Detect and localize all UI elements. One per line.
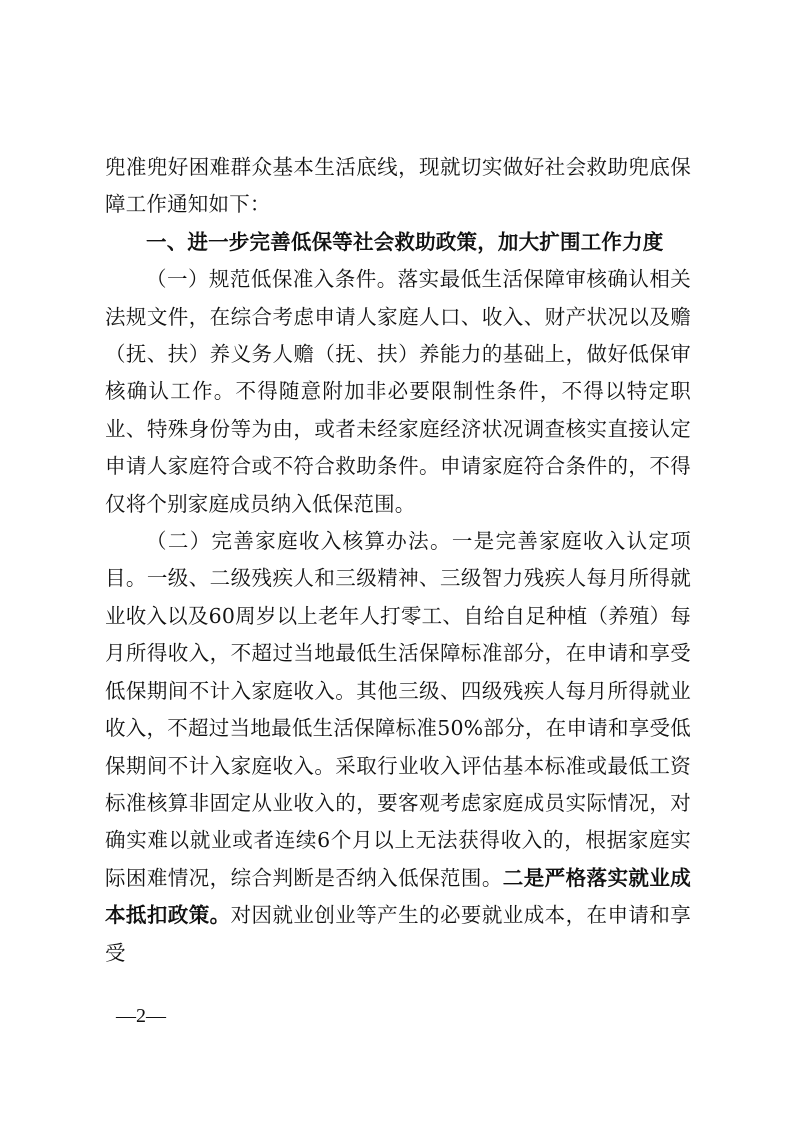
page-number: —2— (116, 1005, 166, 1027)
document-body (105, 149, 691, 972)
paragraph-1: （一）规范低保准入条件。落实最低生活保障审核确认相关法规文件，在综合考虑申请人家庭人口、收入、财产状况以及赡（抚、扶）养义务人赡（抚、扶）养能力的基础上，做好低保审核确认工作。不得随意附加非必要限制性条件，不得以特定职业、特殊身份等为由，或者未经家庭经济状况调查核实直接认定申请人家庭符合或不符合救助条件。申请家庭符合条件的，不得仅将个别家庭成员纳入低保范围。 (105, 267, 691, 516)
paragraph-2 (105, 523, 691, 972)
paragraph-2-bold-phrase: 二是严格落实就业成本抵扣政策。 (105, 865, 691, 928)
section-heading-1: 一、进一步完善低保等社会救助政策，加大扩围工作力度 (146, 229, 664, 254)
intro-paragraph: 兜准兜好困难群众基本生活底线，现就切实做好社会救助兜底保障工作通知如下： (105, 155, 691, 217)
paragraph-2-text: （二）完善家庭收入核算办法。一是完善家庭收入认定项目。一级、二级残疾人和三级精神、三级智力残疾人每月所得就业收入以及60周岁以上老年人打零工、自给自足种植（养殖）每月所得收入，不超过当地最低生活保障标准部分，在申请和享受低保期间不计入家庭收入。其他三级、四级残疾人每月所得就业收入，不超过当地最低生活保障标准50%部分，在申请和享受低保期间不计入家庭收入。采取行业收入评估基本标准或最低工资标准核算非固定从业收入的，要客观考虑家庭成员实际情况，对确实难以就业或者连续6个月以上无法获得收入的，根据家庭实际困难情况，综合判断是否纳入低保范围。 (105, 529, 691, 890)
paragraph-2-tail: 对因就业创业等产生的必要就业成本，在申请和享受 (105, 903, 691, 965)
